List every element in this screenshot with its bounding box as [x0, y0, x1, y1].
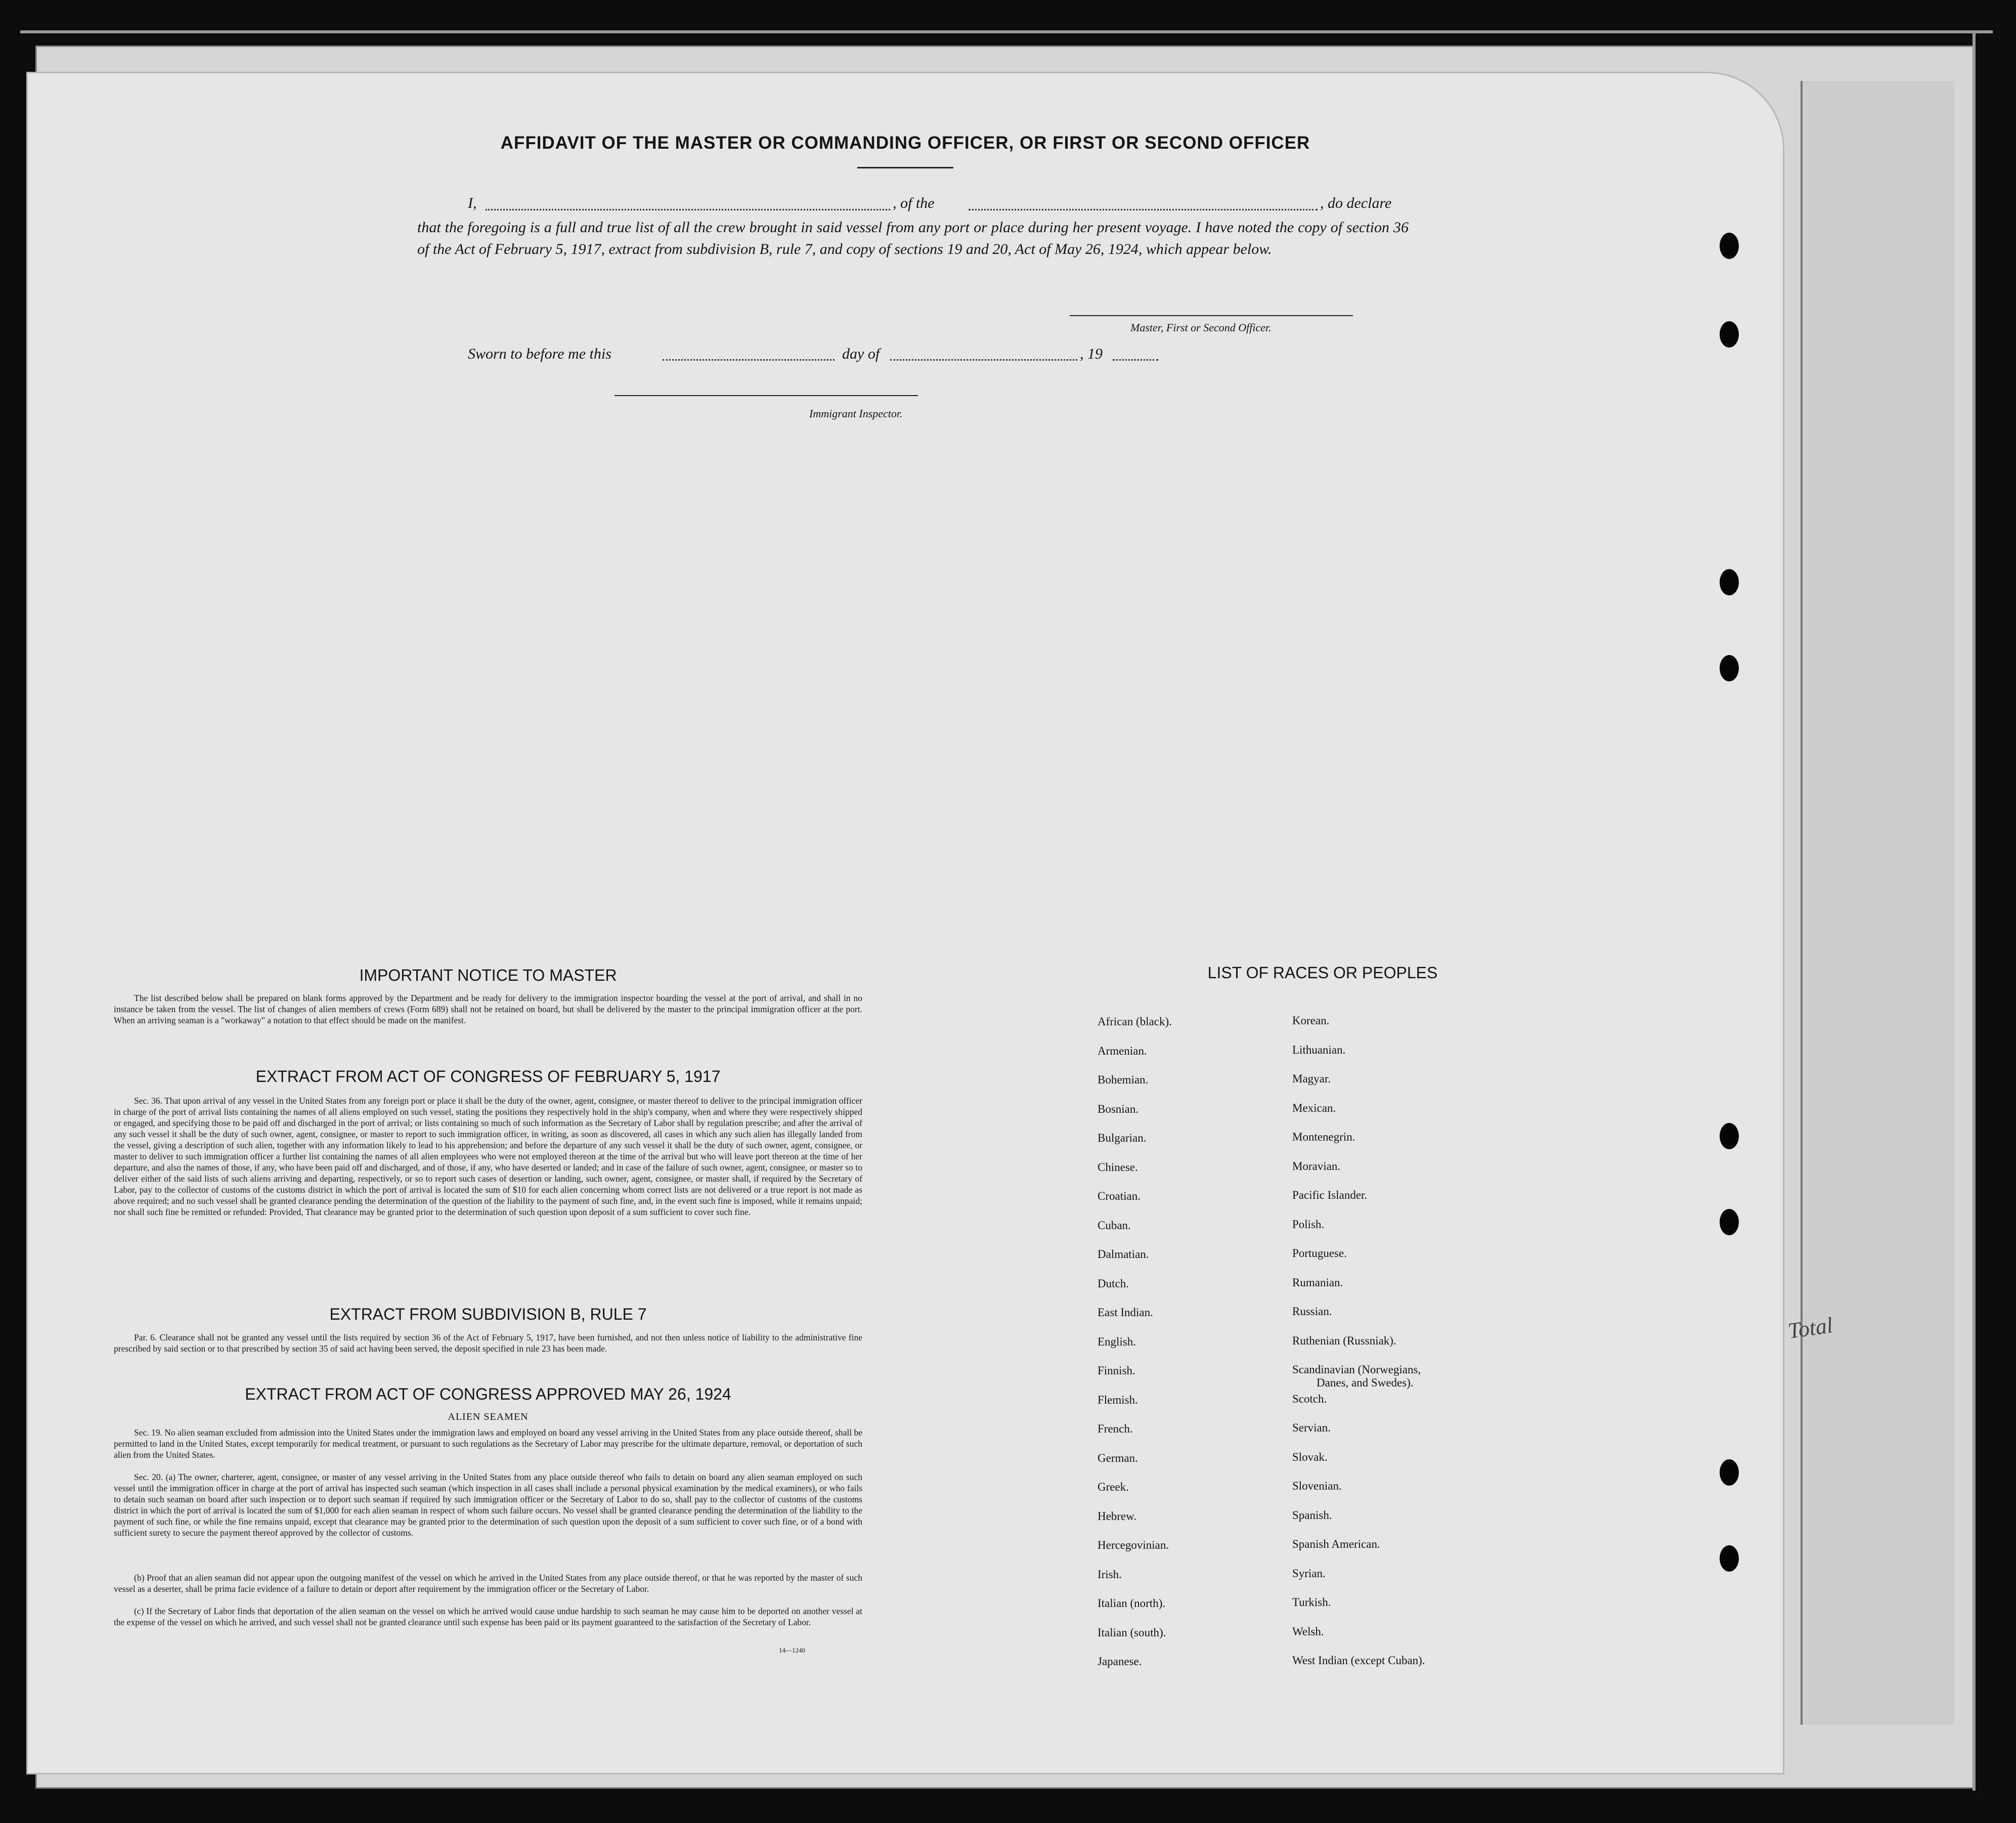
race-item: Slovenian.	[1292, 1480, 1342, 1492]
punch-hole	[1720, 1209, 1739, 1235]
affidavit-declare-label: , do declare	[1320, 195, 1392, 211]
vessel-name-field[interactable]	[969, 209, 1318, 210]
extract-rule7-text: Par. 6. Clearance shall not be granted any vessel until the lists required by section 36 of the Act of February 5, 1917, have been furnished, and not then unless notice of liability to the administrative fine prescribed by said section or to that prescribed by section 35 of said act having been served, the deposit specified in rule 23 has been made.	[114, 1332, 862, 1354]
sworn-day-field[interactable]	[663, 359, 835, 361]
race-item: Scotch.	[1292, 1392, 1327, 1405]
notice-title: IMPORTANT NOTICE TO MASTER	[359, 966, 617, 984]
binder-edge-right	[1973, 30, 1976, 1791]
race-item: Hebrew.	[1098, 1509, 1137, 1523]
extract-1924-title: EXTRACT FROM ACT OF CONGRESS APPROVED MAY 26, 1924	[245, 1385, 731, 1403]
punch-hole	[1720, 655, 1739, 681]
race-item: Finnish.	[1098, 1364, 1135, 1377]
race-item: Ruthenian (Russniak).	[1292, 1334, 1396, 1347]
punch-hole	[1720, 1459, 1739, 1486]
punch-hole	[1720, 321, 1739, 348]
race-item: Russian.	[1292, 1305, 1332, 1318]
race-item: Cuban.	[1098, 1219, 1131, 1232]
race-item: Montenegrin.	[1292, 1131, 1355, 1143]
race-item: Korean.	[1292, 1014, 1330, 1027]
race-item: Scandinavian (Norwegians, Danes, and Swedes).	[1292, 1363, 1421, 1389]
year-label: , 19	[1080, 345, 1103, 362]
punch-hole	[1720, 233, 1739, 259]
race-item: African (black).	[1098, 1015, 1172, 1028]
race-item: Servian.	[1292, 1421, 1331, 1434]
race-item: French.	[1098, 1422, 1133, 1435]
race-item: Japanese.	[1098, 1655, 1142, 1668]
title-rule	[857, 167, 953, 168]
master-signature-line[interactable]	[1070, 315, 1353, 316]
affidavit-title: AFFIDAVIT OF THE MASTER OR COMMANDING OFFICER, OR FIRST OR SECOND OFFICER	[500, 133, 1310, 153]
race-item: Magyar.	[1292, 1072, 1331, 1085]
race-item: Dalmatian.	[1098, 1248, 1149, 1261]
race-item: Italian (north).	[1098, 1597, 1166, 1610]
extract-1917-text: Sec. 36. That upon arrival of any vessel in the United States from any foreign port or place it shall be the duty of the owner, agent, consignee, or master thereof to deliver to the principal immigration officer in charge of the port of arrival lists containing the names of all aliens employed on such vessel, stating the positions they respectively hold in the ship's company, when and where they were respectively shipped or engaged, and specifying those to be paid off and discharged in the port of arrival; or lists containing so much of such information as the Secretary of Labor shall by regulation prescribe; and after the arrival of any such vessel it shall be the duty of such owner, agent, consignee, or master to report to such immigration officer, in writing, as soon as discovered, all cases in which any such alien has illegally landed from the vessel, giving a description of such alien, together with any information likely to lead to his apprehension; and before the departure of any such vessel it shall be the duty of such owner, agent, consignee, or master to deliver to such immigration officer a further list containing the names of all alien employees who were not employed thereon at the time of the arrival but who will leave port thereon at the time of her departure, and also the names of those, if any, who have been paid off and discharged, and of those, if any, who have deserted or landed; and in case of the failure of such owner, agent, consignee, or master so to deliver either of the said lists of such aliens arriving and departing, respectively, or so to report such cases of desertion or landing, such owner, agent, consignee, or master shall, if required by the Secretary of Labor, pay to the collector of customs of the customs district in which the port of arrival is located the sum of $10 for each alien concerning whom correct lists are not delivered or a true report is not made as above required; and no such vessel shall be granted clearance pending the determination of the question of the liability to the payment of such fine, and, in the event such fine is imposed, while it remains unpaid; nor shall such fine be remitted or refunded: Provided, That clearance may be granted prior to the determination of such question upon deposit of a sum sufficient to cover such fine.	[114, 1096, 862, 1217]
alien-seamen-subtitle: ALIEN SEAMEN	[448, 1411, 529, 1422]
race-item: German.	[1098, 1451, 1138, 1464]
binder-edge	[20, 30, 1993, 33]
race-item: Portuguese.	[1292, 1247, 1347, 1260]
race-item: Rumanian.	[1292, 1276, 1343, 1289]
race-item-continuation: Danes, and Swedes).	[1317, 1376, 1414, 1389]
race-item: Croatian.	[1098, 1190, 1141, 1202]
race-item: English.	[1098, 1335, 1136, 1348]
race-item: Syrian.	[1292, 1567, 1326, 1580]
affidavit-body: that the foregoing is a full and true list of all the crew brought in said vessel from any port or place during her present voyage. I have noted the copy of section 36 of the Act of February 5, 1917, extract from subdivision B, rule 7, and copy of sections 19 and 20, Act of May 26, 1924, which appear below.	[417, 219, 1409, 257]
master-signature-label: Master, First or Second Officer.	[1130, 321, 1272, 334]
underlying-page-edge	[1801, 81, 1954, 1725]
race-item: Spanish.	[1292, 1508, 1332, 1522]
race-item: Moravian.	[1292, 1159, 1341, 1173]
inspector-label: Immigrant Inspector.	[809, 407, 903, 420]
race-item: West Indian (except Cuban).	[1292, 1654, 1425, 1667]
race-item: Slovak.	[1292, 1450, 1328, 1463]
inspector-signature-line[interactable]	[615, 395, 918, 396]
extract-rule7-title: EXTRACT FROM SUBDIVISION B, RULE 7	[329, 1305, 647, 1323]
punch-hole	[1720, 569, 1739, 595]
race-item: Bulgarian.	[1098, 1132, 1147, 1144]
race-item: Dutch.	[1098, 1277, 1129, 1290]
affidavit-of-the-label: , of the	[893, 195, 935, 211]
race-item: East Indian.	[1098, 1306, 1153, 1319]
races-title: LIST OF RACES OR PEOPLES	[1207, 964, 1438, 982]
notice-text: The list described below shall be prepared on blank forms approved by the Department and be ready for delivery to the immigration inspector boarding the vessel at the port of arrival, and shall in no instance be taken from the vessel. The list of changes of alien members of crews (Form 689) shall not be retained on board, but shall be delivered by the master to the principal immigration officer at the port. When an arriving seaman is a "workaway" a notation to that effect should be made on the manifest.	[114, 993, 862, 1025]
margin-note: Total	[1786, 1313, 1834, 1343]
race-item: Flemish.	[1098, 1393, 1138, 1406]
race-item: Bohemian.	[1098, 1073, 1149, 1086]
race-item: Spanish American.	[1292, 1538, 1380, 1550]
race-item: Chinese.	[1098, 1160, 1138, 1174]
master-name-field[interactable]	[486, 209, 890, 210]
affidavit-i-label: I,	[468, 195, 477, 211]
extract-1917-title: EXTRACT FROM ACT OF CONGRESS OF FEBRUARY 5, 1917	[255, 1067, 721, 1086]
sec19-text: Sec. 19. No alien seaman excluded from admission into the United States under the immigration laws and employed on board any vessel arriving in the United States from any place outside thereof, shall be permitted to land in the United States, except temporarily for medical treatment, or pursuant to such regulations as the Secretary of Labor may prescribe for the ultimate departure, removal, or deportation of such alien from the United States.	[114, 1427, 862, 1460]
race-item: Hercegovinian.	[1098, 1539, 1169, 1551]
sworn-year-field[interactable]	[1113, 359, 1158, 361]
sec20c-text: (c) If the Secretary of Labor finds that deportation of the alien seaman on the vessel on which he arrived would cause undue hardship to such seaman he may cause him to be deported on another vessel at the expense of the vessel on which he arrived, and such vessel shall not be granted clearance until such expense has been paid or its payment guaranteed to the satisfaction of the Secretary of Labor.	[114, 1606, 862, 1627]
race-item: Irish.	[1098, 1568, 1122, 1581]
sec20a-text: Sec. 20. (a) The owner, charterer, agent, consignee, or master of any vessel arriving in the United States from any place outside thereof who fails to detain on board any alien seaman employed on such vessel until the immigration officer in charge at the port of arrival has inspected such seaman (which inspection in all cases shall include a personal physical examination by the medical examiners), or who fails to detain such seaman on board after such inspection or to deport such seaman if required by such immigration officer or the Secretary of Labor to do so, shall pay to the collector of customs of the customs district in which the port of arrival is located the sum of $1,000 for each alien seaman in respect of whom such failure occurs. No vessel shall be granted clearance pending the determination of the liability to the payment of such fine, or while the fine remains unpaid, except that clearance may be granted prior to the determination of such question upon the deposit of a sum sufficient to cover such fine, or of a bond with sufficient surety to secure the payment thereof approved by the collector of customs.	[114, 1472, 862, 1538]
manifest-sheet	[28, 73, 1783, 1773]
race-item: Lithuanian.	[1292, 1043, 1346, 1056]
race-item: Turkish.	[1292, 1596, 1331, 1609]
race-item: Welsh.	[1292, 1625, 1324, 1638]
punch-hole	[1720, 1123, 1739, 1149]
sec20b-text: (b) Proof that an alien seaman did not appear upon the outgoing manifest of the vessel on which he arrived in the United States from any place outside thereof, or that he was reported by the master of such vessel as a deserter, shall be prima facie evidence of a failure to detain or deport after requirement by the immigration officer or the Secretary of Labor.	[114, 1573, 862, 1594]
race-item: Armenian.	[1098, 1044, 1147, 1057]
punch-hole	[1720, 1545, 1739, 1572]
race-item: Polish.	[1292, 1218, 1325, 1231]
race-item: Bosnian.	[1098, 1102, 1139, 1115]
race-item: Italian (south).	[1098, 1626, 1166, 1639]
race-item: Greek.	[1098, 1481, 1129, 1493]
race-item: Mexican.	[1292, 1101, 1336, 1114]
sworn-label: Sworn to before me this	[468, 345, 611, 362]
sworn-month-field[interactable]	[890, 359, 1077, 361]
race-item: Pacific Islander.	[1292, 1189, 1368, 1201]
form-number: 14—1240	[779, 1646, 805, 1654]
day-of-label: day of	[842, 345, 880, 362]
